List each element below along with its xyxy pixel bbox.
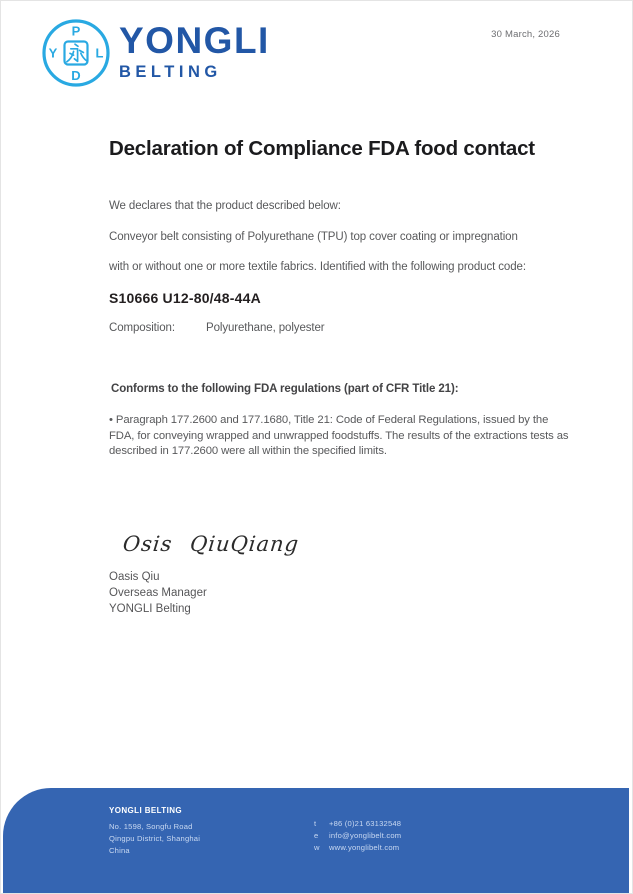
product-code: S10666 U12-80/48-44A	[109, 290, 261, 306]
composition-value: Polyurethane, polyester	[206, 322, 325, 334]
document-date: 30 March, 2026	[491, 29, 560, 40]
emblem-center-character	[67, 44, 87, 62]
description-line-1: Conveyor belt consisting of Polyurethane (TPU) top cover coating or impregnation	[109, 231, 518, 243]
footer-address-line: Qingpu District, Shanghai	[109, 834, 201, 844]
signatory-role: Overseas Manager	[109, 587, 207, 599]
conforms-heading: Conforms to the following FDA regulations (part of CFR Title 21):	[111, 383, 459, 395]
website-label: w	[314, 843, 320, 853]
company-logo	[40, 17, 270, 89]
email-value: info@yonglibelt.com	[329, 831, 402, 841]
composition-row	[109, 322, 325, 334]
email-label: e	[314, 831, 319, 841]
emblem-letter-left: Y	[48, 45, 58, 61]
emblem-letter-right: L	[95, 45, 104, 61]
logo-wordmark	[119, 21, 270, 81]
footer-email-row	[314, 830, 401, 842]
footer-address-block	[109, 806, 200, 858]
phone-value: +86 (0)21 63132548	[329, 819, 402, 828]
emblem-letter-bottom: D	[71, 68, 81, 83]
emblem-letter-top: P	[71, 23, 81, 39]
handwritten-signature: Osis QiuQiang	[121, 532, 301, 556]
yongli-emblem-icon	[40, 17, 112, 89]
brand-name: YONGLI	[119, 20, 270, 61]
footer-band	[3, 788, 629, 893]
brand-subname: BELTING	[119, 63, 222, 81]
regulation-bullet-text: Paragraph 177.2600 and 177.1680, Title 21: Code of Federal Regulations, issued by the FDA, for conveying wrapped and unwrapped foodstuffs. The results of the extractions tests as described in 177.2600 were all within the specified limits.	[109, 414, 569, 458]
footer-address-line: No. 1598, Songfu Road	[109, 822, 193, 831]
description-line-2: with or without one or more textile fabrics. Identified with the following product code:	[109, 261, 526, 273]
signatory-name: Oasis Qiu	[109, 571, 160, 583]
signatory-block	[109, 569, 207, 617]
footer-phone-row	[314, 818, 401, 830]
composition-label: Composition:	[109, 322, 175, 334]
phone-label: t	[314, 819, 317, 828]
document-title: Declaration of Compliance FDA food contact	[109, 137, 535, 160]
regulation-bullet-paragraph	[109, 413, 575, 460]
footer-website-row	[314, 842, 401, 854]
footer-address-line: China	[109, 846, 130, 856]
bullet-marker: •	[109, 414, 113, 426]
footer-company-name: YONGLI BELTING	[109, 806, 183, 815]
footer-contact-block	[314, 818, 401, 855]
website-value: www.yonglibelt.com	[329, 843, 400, 853]
intro-paragraph: We declares that the product described below:	[109, 200, 341, 212]
signatory-company: YONGLI Belting	[109, 603, 191, 615]
